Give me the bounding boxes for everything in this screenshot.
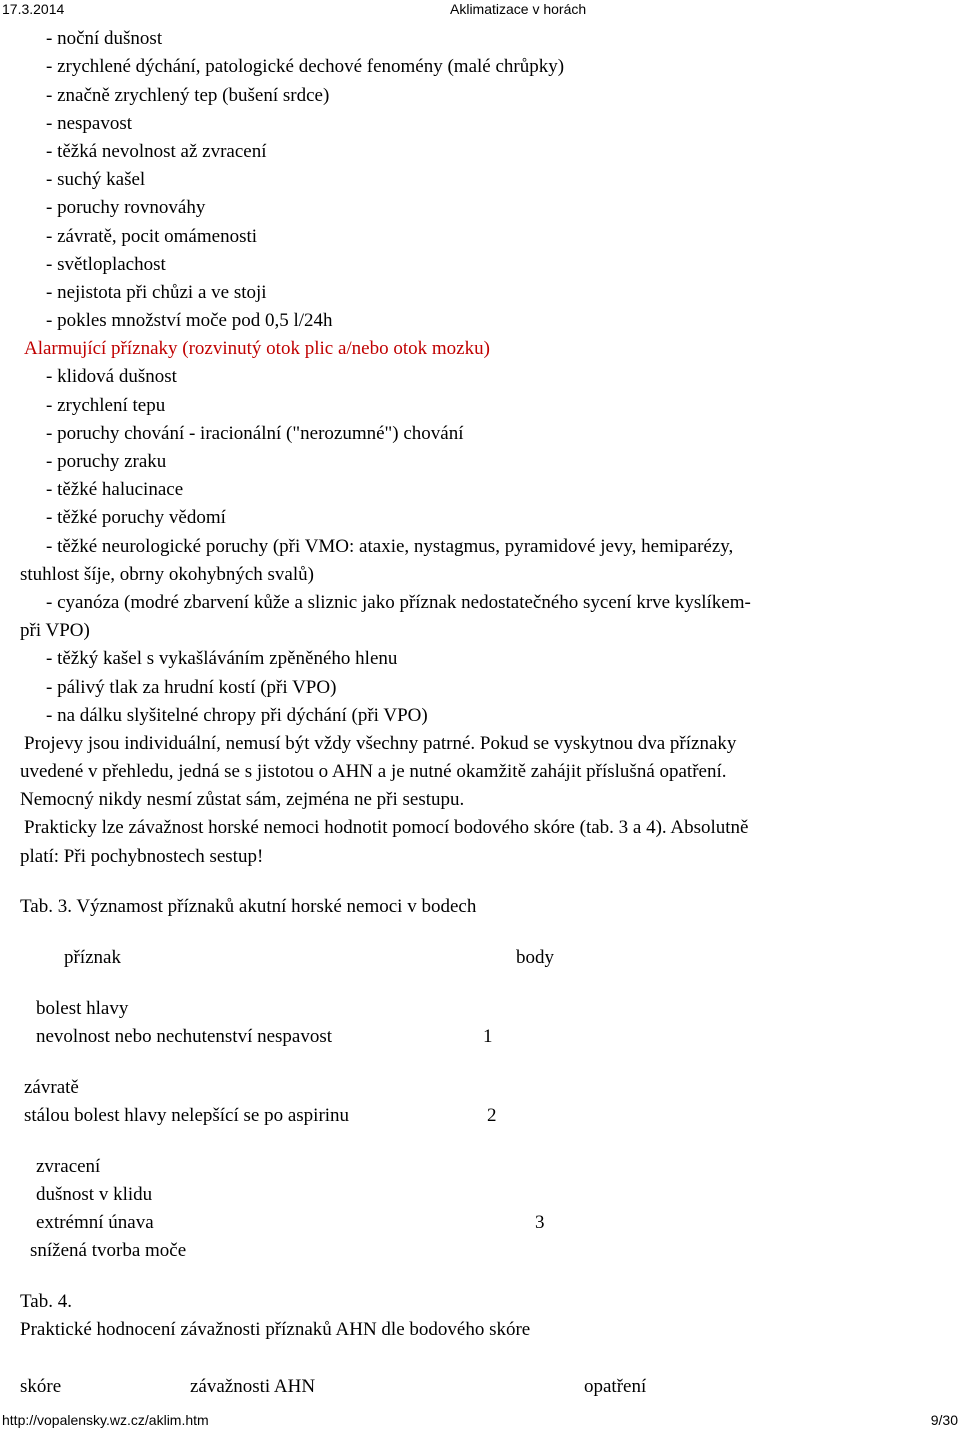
print-date: 17.3.2014 — [2, 1, 65, 17]
table4-label: Tab. 4. — [20, 1291, 72, 1312]
alarm-item: - klidová dušnost — [46, 366, 177, 387]
footer-url: http://vopalensky.wz.cz/aklim.htm — [2, 1412, 209, 1428]
alarm-item: - zrychlení tepu — [46, 395, 166, 416]
table3-symptom: stálou bolest hlavy nelepšící se po aspirinu — [24, 1105, 350, 1126]
table4-col-severity: závažnosti AHN — [190, 1376, 316, 1397]
paragraph-line: uvedené v přehledu, jedná se s jistotou o AHN a je nutné okamžitě zahájit příslušná opatření. — [20, 761, 727, 782]
table3-points: 3 — [535, 1212, 545, 1233]
alarm-item: - pálivý tlak za hrudní kostí (při VPO) — [46, 677, 337, 698]
page-number: 9/30 — [930, 1412, 958, 1428]
symptom-item: - noční dušnost — [46, 28, 163, 49]
symptom-item: - suchý kašel — [46, 169, 146, 190]
paragraph-line: Prakticky lze závažnost horské nemoci hodnotit pomocí bodového skóre (tab. 3 a 4). Absolutně — [24, 817, 749, 838]
table3-col-symptom: příznak — [64, 947, 121, 968]
table3-symptom: extrémní únava — [36, 1212, 154, 1233]
symptom-item: - nejistota při chůzi a ve stoji — [46, 282, 267, 303]
table4-col-action: opatření — [584, 1376, 647, 1397]
symptom-item: - pokles množství moče pod 0,5 l/24h — [46, 310, 333, 331]
table3-points: 2 — [487, 1105, 497, 1126]
symptom-item: - těžká nevolnost až zvracení — [46, 141, 267, 162]
table3-col-points: body — [516, 947, 554, 968]
table3-points: 1 — [483, 1026, 493, 1047]
table3-symptom: zvracení — [36, 1156, 101, 1177]
alarm-item-continuation: při VPO) — [20, 620, 90, 641]
alarm-item: - těžký kašel s vykašláváním zpěněného hlenu — [46, 648, 398, 669]
table4-title: Praktické hodnocení závažnosti příznaků AHN dle bodového skóre — [20, 1319, 531, 1340]
alarm-item: - na dálku slyšitelné chropy při dýchání (při VPO) — [46, 705, 428, 726]
symptom-item: - poruchy rovnováhy — [46, 197, 206, 218]
alarm-item: - těžké halucinace — [46, 479, 184, 500]
symptom-item: - značně zrychlený tep (bušení srdce) — [46, 85, 330, 106]
table3-title: Tab. 3. Významost příznaků akutní horské nemoci v bodech — [20, 896, 477, 917]
symptom-item: - nespavost — [46, 113, 133, 134]
symptom-item: - zrychlené dýchání, patologické dechové fenomény (malé chrůpky) — [46, 56, 565, 77]
alarm-item: - těžké neurologické poruchy (při VMO: ataxie, nystagmus, pyramidové jevy, hemiparézy, — [46, 536, 734, 557]
table4-col-score: skóre — [20, 1376, 62, 1397]
paragraph-line: Projevy jsou individuální, nemusí být vždy všechny patrné. Pokud se vyskytnou dva příznaky — [24, 733, 737, 754]
alarm-item: - těžké poruchy vědomí — [46, 507, 226, 528]
paragraph-line: platí: Při pochybnostech sestup! — [20, 846, 264, 867]
symptom-item: - závratě, pocit omámenosti — [46, 226, 258, 247]
symptom-item: - světloplachost — [46, 254, 166, 275]
paragraph-line: Nemocný nikdy nesmí zůstat sám, zejména ne při sestupu. — [20, 789, 465, 810]
alarm-heading: Alarmující příznaky (rozvinutý otok plic a/nebo otok mozku) — [24, 338, 490, 359]
table3-symptom: dušnost v klidu — [36, 1184, 153, 1205]
table3-symptom: závratě — [24, 1077, 79, 1098]
alarm-item-continuation: stuhlost šíje, obrny okohybných svalů) — [20, 564, 314, 585]
alarm-item: - poruchy chování - iracionální ("nerozumné") chování — [46, 423, 464, 444]
alarm-item: - cyanóza (modré zbarvení kůže a sliznic jako příznak nedostatečného sycení krve kyslíkem- — [46, 592, 751, 613]
alarm-item: - poruchy zraku — [46, 451, 167, 472]
table3-symptom: bolest hlavy — [36, 998, 129, 1019]
table3-symptom: snížená tvorba moče — [30, 1240, 187, 1261]
table3-symptom: nevolnost nebo nechutenství nespavost — [36, 1026, 333, 1047]
page-title: Aklimatizace v horách — [450, 1, 587, 17]
